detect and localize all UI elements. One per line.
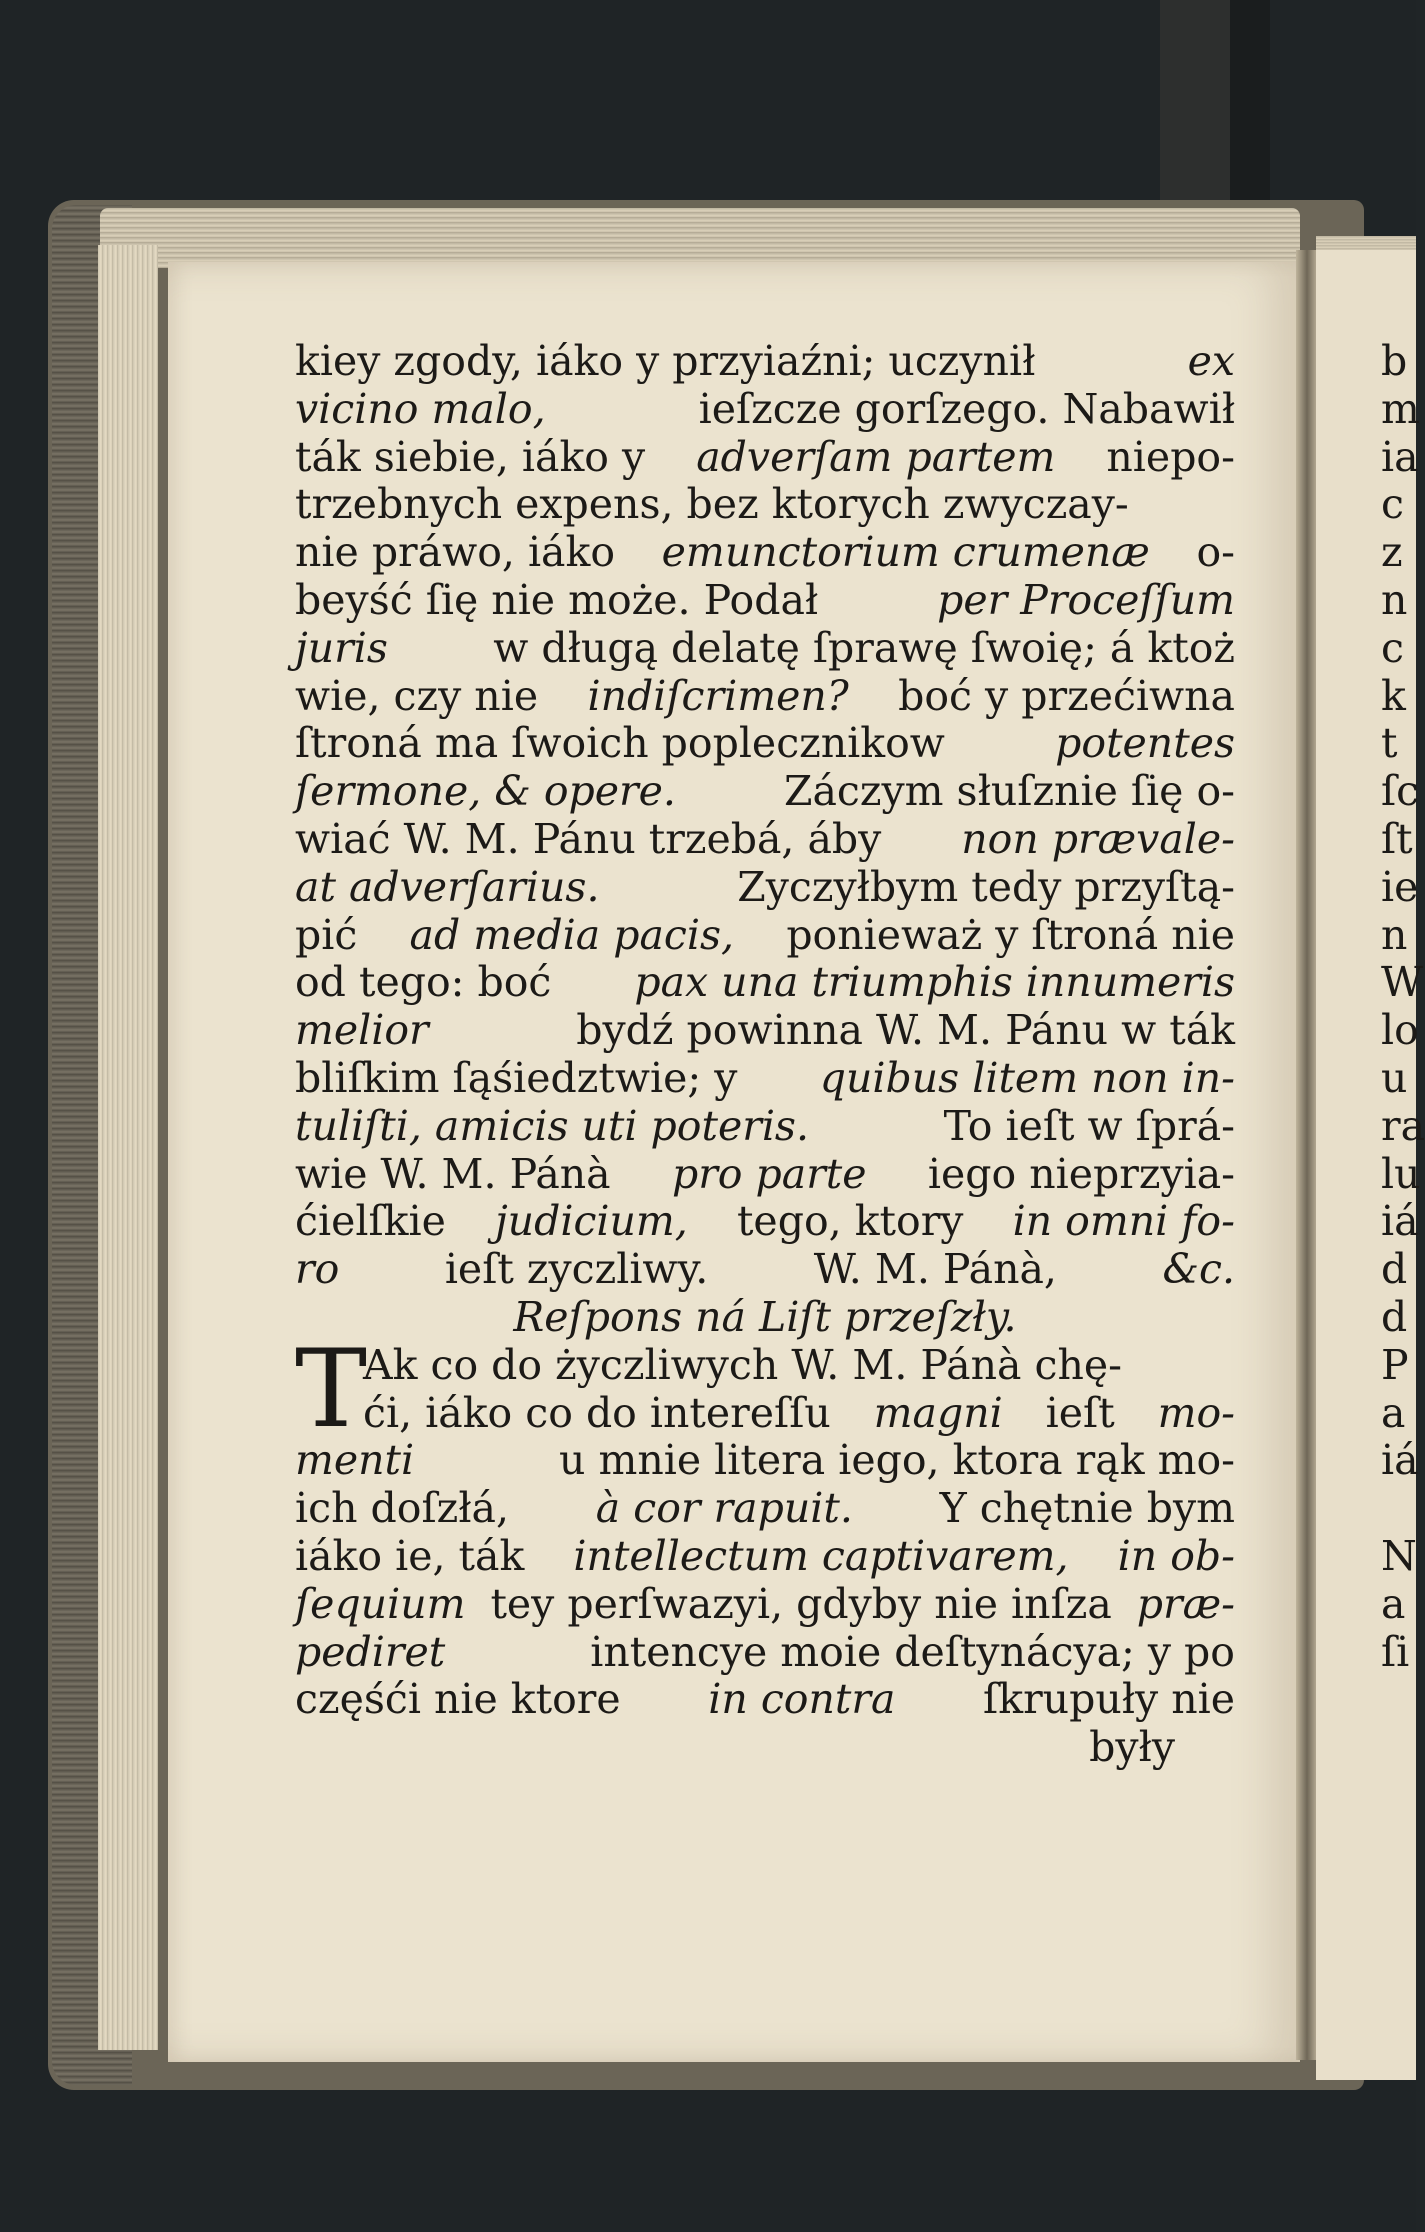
right-page-fragment: c: [1381, 480, 1404, 529]
right-page-fragment: ſc: [1381, 767, 1420, 816]
text-line: ći, iáko co do intereſſu magni ieſt mo-: [363, 1388, 1235, 1437]
right-page-fragment: z: [1381, 528, 1403, 577]
gutter: [1296, 250, 1318, 2060]
text-line: vicino malo, ieſzcze gorſzego. Nabawił: [295, 384, 1235, 433]
right-page-fragment: W: [1381, 958, 1424, 1007]
right-page-fragment: [1381, 1485, 1416, 1533]
text-line: menti u mnie litera iego, ktora rąk mo-: [295, 1436, 1235, 1485]
right-page-fragment: c: [1381, 623, 1404, 672]
text-line: tuliſti, amicis uti poteris. To ieſt w ſprá-: [295, 1101, 1235, 1150]
text-line: ſequium tey perſwazyi, gdyby nie inſza præ-: [295, 1579, 1235, 1628]
text-line: wiać W. M. Pánu trzebá, áby non prævale-: [295, 814, 1235, 863]
text-line: juris w długą delatę ſprawę ſwoię; á ktoż: [295, 623, 1235, 672]
right-page-fragment: ra: [1381, 1101, 1425, 1150]
right-page-fragment: k: [1381, 671, 1406, 720]
right-page-fragment: a: [1381, 1388, 1406, 1437]
right-page-fragment: b: [1381, 337, 1408, 385]
text-line: częśći nie ktore in contra ſkrupuły nie: [295, 1675, 1235, 1724]
right-page-fragment: t: [1381, 719, 1398, 768]
text-line: ſtroná ma ſwoich poplecznikow potentes: [295, 719, 1235, 768]
text-line: pediret intencye moie deſtynácya; y po: [295, 1627, 1235, 1676]
right-page-fragment: ſt: [1381, 814, 1413, 863]
text-line: od tego: boć pax una triumphis innumeris: [295, 958, 1235, 1007]
text-line: Ak co do życzliwych W. M. Pánà chę-: [363, 1340, 1122, 1389]
right-page-fragment: ſi: [1381, 1627, 1410, 1676]
right-page-fragment: lu: [1381, 1149, 1421, 1198]
right-page-fragment: N: [1381, 1531, 1417, 1580]
reply-paragraph: [295, 1326, 1235, 1724]
right-page-fragment: n: [1381, 575, 1408, 624]
page-text: [295, 338, 1235, 1772]
text-line: kiey zgody, iáko y przyiaźni; uczynił ex: [295, 337, 1235, 385]
text-line: ro ieſt zyczliwy. W. M. Pánà, &c.: [295, 1245, 1235, 1294]
drop-cap: T: [295, 1326, 368, 1452]
page-top-edges: [100, 208, 1300, 268]
right-page-fragment: d: [1381, 1292, 1408, 1341]
right-page-fragment: P: [1381, 1340, 1409, 1389]
right-page-fragment: iá: [1381, 1197, 1419, 1246]
right-page-text-fragments: [1381, 337, 1425, 1676]
right-page-fragment: a: [1381, 1579, 1406, 1628]
right-page-fragment: lo: [1381, 1006, 1419, 1055]
text-line: bliſkim ſąśiedztwie; y quibus litem non in-: [295, 1053, 1235, 1102]
right-page-fragment: ie: [1381, 862, 1419, 911]
reply-heading: Reſpons ná Liſt przeſzły.: [513, 1292, 1017, 1341]
right-page-fragment: u: [1381, 1053, 1408, 1102]
text-line: wie W. M. Pánà pro parte iego nieprzyia-: [295, 1149, 1235, 1198]
text-line: beyść ſię nie może. Podał per Proceſſum: [295, 575, 1235, 624]
text-line: pić ad media pacis, ponieważ y ſtroná nie: [295, 910, 1235, 959]
right-page-fragment: m: [1381, 384, 1420, 433]
text-line: ćielſkie judicium, tego, ktory in omni fo-: [295, 1197, 1235, 1246]
right-page-fragment: ia: [1381, 432, 1419, 481]
right-page-fragment: n: [1381, 910, 1408, 959]
page-stack-left: [98, 245, 158, 2050]
text-line: trzebnych expens, bez ktorych zwyczay-: [295, 480, 1129, 529]
text-line: at adverſarius. Zyczyłbym tedy przyſtą-: [295, 862, 1235, 911]
text-line: wie, czy nie indiſcrimen? boć y przećiwna: [295, 671, 1235, 720]
catchword: były: [1089, 1723, 1175, 1772]
text-line: ſermone, & opere. Záczym słuſznie ſię o-: [295, 767, 1235, 816]
right-page-fragment: d: [1381, 1245, 1408, 1294]
text-line: ták siebie, iáko y adverſam partem niepo-: [295, 432, 1235, 481]
right-page-fragment: iá: [1381, 1436, 1419, 1485]
text-line: nie práwo, iáko emunctorium crumenæ o-: [295, 528, 1235, 577]
text-line: ich doſzłá, à cor rapuit. Y chętnie bym: [295, 1484, 1235, 1533]
text-line: melior bydź powinna W. M. Pánu w ták: [295, 1006, 1235, 1055]
text-line: iáko ie, ták intellectum captivarem, in ob-: [295, 1531, 1235, 1580]
